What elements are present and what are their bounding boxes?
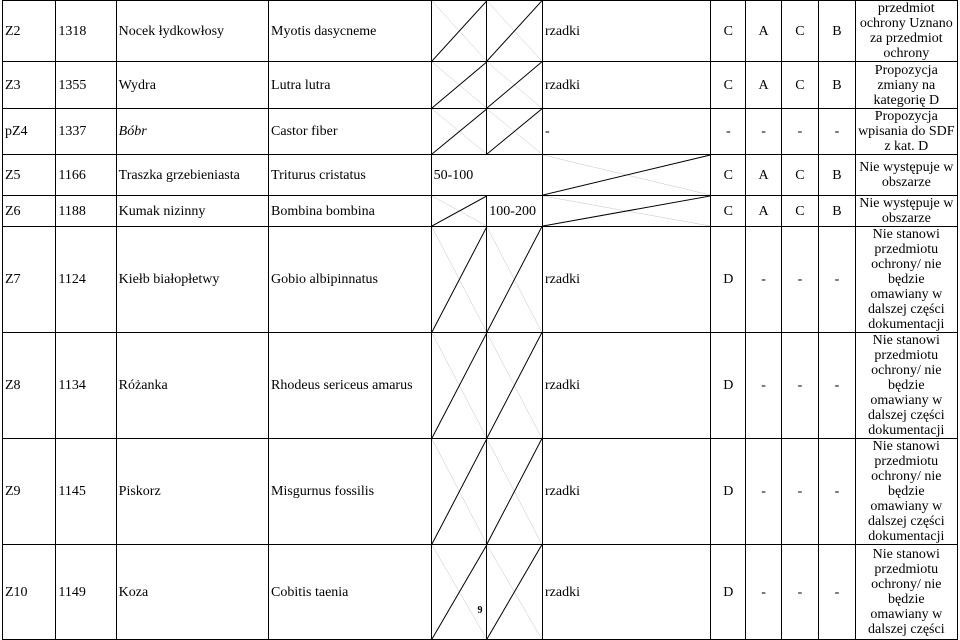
conservation-grade: - — [746, 439, 781, 545]
natura-code: 1337 — [56, 109, 116, 155]
overall-grade: B — [819, 62, 855, 109]
abundance: rzadki — [542, 227, 710, 333]
polish-name: Nocek łydkowłosy — [116, 1, 268, 62]
species-code: Z6 — [3, 196, 56, 227]
species-code: Z9 — [3, 439, 56, 545]
conservation-grade: A — [746, 1, 781, 62]
natura-code: 1149 — [56, 545, 116, 640]
crossed-out-cell — [431, 545, 487, 640]
latin-name: Cobitis taenia — [269, 545, 432, 640]
overall-grade: B — [819, 196, 855, 227]
crossed-out-cell — [431, 333, 487, 439]
latin-name: Bombina bombina — [269, 196, 432, 227]
overall-grade: - — [819, 227, 855, 333]
overall-grade: B — [819, 155, 855, 196]
natura-code: 1134 — [56, 333, 116, 439]
remarks-cell: Nie stanowi przedmiotu ochrony/ nie będzie omawiany w dalszej części dokumentacji — [855, 227, 957, 333]
population-grade: C — [711, 62, 746, 109]
table-row — [3, 545, 958, 640]
polish-name: Piskorz — [116, 439, 268, 545]
crossed-out-cell — [487, 333, 543, 439]
table-row — [3, 109, 958, 155]
latin-name: Triturus cristatus — [269, 155, 432, 196]
table-row — [3, 196, 958, 227]
crossed-out-cell — [431, 439, 487, 545]
crossed-out-cell — [431, 62, 487, 109]
natura-code: 1145 — [56, 439, 116, 545]
abundance: rzadki — [542, 62, 710, 109]
overall-grade: B — [819, 1, 855, 62]
polish-name: Koza — [116, 545, 268, 640]
overall-grade: - — [819, 439, 855, 545]
isolation-grade: C — [781, 1, 819, 62]
latin-name: Castor fiber — [269, 109, 432, 155]
conservation-grade: A — [746, 155, 781, 196]
overall-grade: - — [819, 333, 855, 439]
isolation-grade: C — [781, 155, 819, 196]
table-row — [3, 62, 958, 109]
population-grade: C — [711, 155, 746, 196]
crossed-out-cell — [542, 196, 710, 227]
isolation-grade: C — [781, 196, 819, 227]
remarks-cell: Nie stanowi przedmiotu ochrony/ nie będzie omawiany w dalszej części dokumentacji — [855, 439, 957, 545]
natura-code: 1124 — [56, 227, 116, 333]
population-grade: C — [711, 196, 746, 227]
table-row — [3, 439, 958, 545]
remarks-cell: Propozycja zmiany na kategorię D — [855, 62, 957, 109]
crossed-out-cell — [431, 1, 487, 62]
population-grade: D — [711, 333, 746, 439]
latin-name: Gobio albipinnatus — [269, 227, 432, 333]
crossed-out-cell — [487, 109, 543, 155]
conservation-grade: - — [746, 227, 781, 333]
natura-code: 1318 — [56, 1, 116, 62]
abundance: rzadki — [542, 545, 710, 640]
polish-name: Różanka — [116, 333, 268, 439]
table-row — [3, 333, 958, 439]
isolation-grade: - — [781, 439, 819, 545]
abundance: - — [542, 109, 710, 155]
latin-name: Misgurnus fossilis — [269, 439, 432, 545]
isolation-grade: - — [781, 545, 819, 640]
abundance: rzadki — [542, 439, 710, 545]
isolation-grade: - — [781, 227, 819, 333]
population-grade: D — [711, 227, 746, 333]
crossed-out-cell — [487, 227, 543, 333]
crossed-out-cell — [487, 1, 543, 62]
natura-code: 1188 — [56, 196, 116, 227]
page-number: 9 — [477, 605, 483, 616]
abundance: 50-100 — [431, 155, 542, 196]
species-code: pZ4 — [3, 109, 56, 155]
isolation-grade: - — [781, 109, 819, 155]
crossed-out-cell — [542, 155, 710, 196]
species-code: Z8 — [3, 333, 56, 439]
remarks-cell: Nie stanowi przedmiotu ochrony/ nie będzie omawiany w dalszej części dokumentacji — [855, 333, 957, 439]
species-code: Z3 — [3, 62, 56, 109]
crossed-out-cell — [431, 109, 487, 155]
crossed-out-cell — [487, 62, 543, 109]
crossed-out-cell — [431, 227, 487, 333]
polish-name: Wydra — [116, 62, 268, 109]
polish-name: Traszka grzebieniasta — [116, 155, 268, 196]
isolation-grade: C — [781, 62, 819, 109]
natura-code: 1355 — [56, 62, 116, 109]
species-code: Z2 — [3, 1, 56, 62]
table-row — [3, 155, 958, 196]
conservation-grade: A — [746, 196, 781, 227]
species-code: Z7 — [3, 227, 56, 333]
species-code: Z5 — [3, 155, 56, 196]
polish-name: Kumak nizinny — [116, 196, 268, 227]
population-grade: C — [711, 1, 746, 62]
abundance: rzadki — [542, 333, 710, 439]
polish-name: Kiełb białopłetwy — [116, 227, 268, 333]
table-row — [3, 227, 958, 333]
remarks-cell: przedmiot ochrony Uznano za przedmiot ochrony — [855, 1, 957, 62]
latin-name: Lutra lutra — [269, 62, 432, 109]
isolation-grade: - — [781, 333, 819, 439]
table-row — [3, 1, 958, 62]
conservation-grade: - — [746, 109, 781, 155]
conservation-grade: A — [746, 62, 781, 109]
remarks-cell: Nie występuje w obszarze — [855, 196, 957, 227]
natura-code: 1166 — [56, 155, 116, 196]
latin-name: Myotis dasycneme — [269, 1, 432, 62]
overall-grade: - — [819, 109, 855, 155]
species-table — [2, 0, 958, 640]
overall-grade: - — [819, 545, 855, 640]
abundance: 100-200 — [487, 196, 543, 227]
crossed-out-cell — [487, 545, 543, 640]
remarks-cell: Propozycja wpisania do SDF z kat. D — [855, 109, 957, 155]
crossed-out-cell — [487, 439, 543, 545]
remarks-cell: Nie występuje w obszarze — [855, 155, 957, 196]
polish-name: Bóbr — [116, 109, 268, 155]
latin-name: Rhodeus sericeus amarus — [269, 333, 432, 439]
conservation-grade: - — [746, 545, 781, 640]
population-grade: D — [711, 439, 746, 545]
abundance: rzadki — [542, 1, 710, 62]
population-grade: - — [711, 109, 746, 155]
species-code: Z10 — [3, 545, 56, 640]
remarks-cell: Nie stanowi przedmiotu ochrony/ nie będzie omawiany w dalszej części — [855, 545, 957, 640]
conservation-grade: - — [746, 333, 781, 439]
crossed-out-cell — [431, 196, 487, 227]
population-grade: D — [711, 545, 746, 640]
